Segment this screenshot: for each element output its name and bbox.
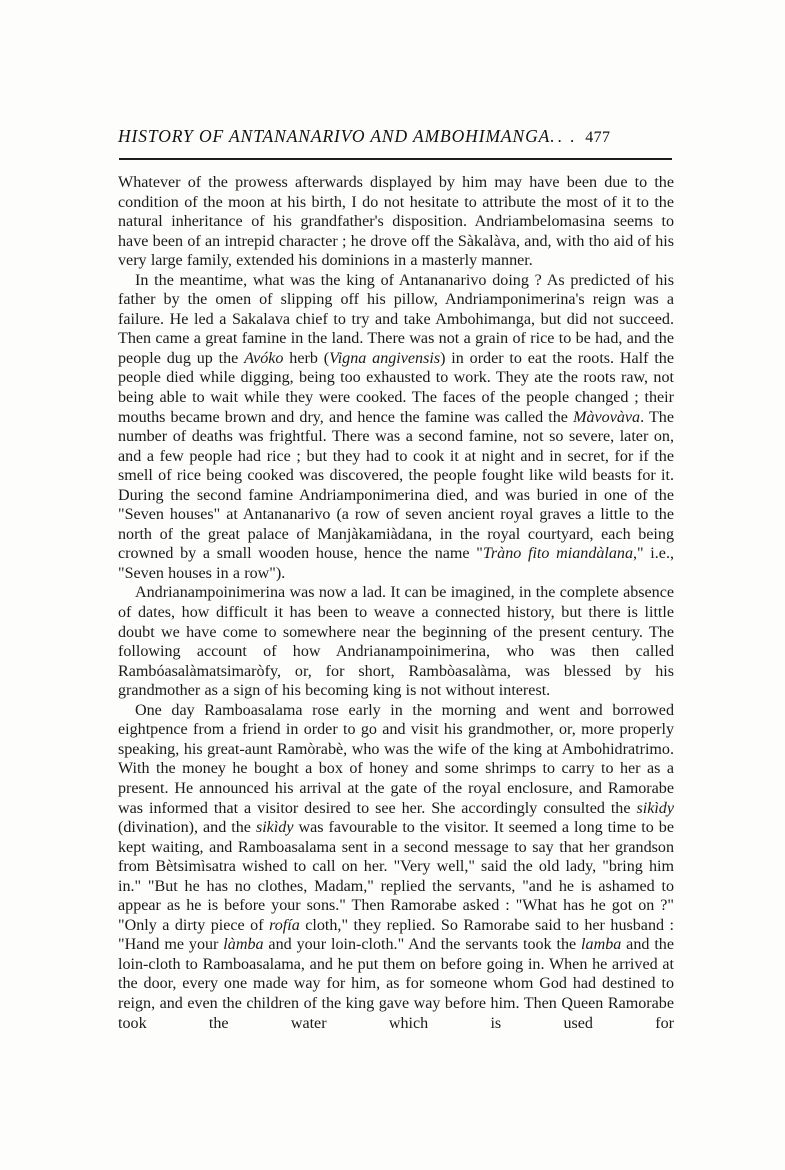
paragraph: One day Ramboasalama rose early in the morning and went and borrowed eightpence from a friend in order to go and visit his grandmother, or, more properly speaking, his great-aunt Ramòrabè, who was the wife of the king at Ambohidratrimo. With the money he bought a box of honey and some shrimps to carry to her as a present. He announced his arrival at the gate of the royal enclosure, and Ramorabe was informed that a visitor desired to see her. She accordingly consulted the sikìdy (divination), and the sikìdy was favourable to the visitor. It seemed a long time to be kept waiting, and Ramboasalama sent in a second message to say that her grandson from Bètsimìsatra wished to call on her. "Very well," said the old lady, "bring him in." "But he has no clothes, Madam," replied the servants, "and he is ashamed to appear as he is before your sons." Then Ramorabe asked : "What has he got on ?" "Only a dirty piece of rofía cloth," they replied. So Ramorabe said to her husband : "Hand me your làmba and your loin-cloth." And the servants took the lamba and the loin-cloth to Ramboasalama, and he put them on before going in. When he arrived at the door, every one made way for him, as for someone whom God had destined to reign, and even the children of the king gave way before him. Then Queen Ramorabe took the water which is used for xyxy=(118,701,675,1032)
header-rule xyxy=(119,158,672,160)
running-head-dots: . . xyxy=(557,127,577,146)
paragraph: Andrianampoinimerina was now a lad. It can be imagined, in the complete absence of dates, how difficult it has been to weave a connected history, but there is little doubt we have come to somewhere near the beginning of the present century. The following account of how Andrianampoinimerina, who was then called Rambóasalàmatsimaròfy, or, for short, Rambòasalàma, was blessed by his grandmother as a sign of his becoming king is not without interest. xyxy=(118,584,674,700)
paragraph: In the meantime, what was the king of Antananarivo doing ? As predicted of his father by the omen of slipping off his pillow, Andriamponimerina's reign was a failure. He led a Sakalava chief to try and take Ambohimanga, but did not succeed. Then came a great famine in the land. There was not a grain of rice to be had, and the people dug up the Avóko herb (Vigna angivensis) in order to eat the roots. Half the people died while digging, being too exhausted to work. They ate the roots raw, not being able to wait while they were cooked. The faces of the people changed ; their mouths became brown and dry, and hence the famine was called the Màvovàva. The number of deaths was frightful. There was a second famine, not so severe, later on, and a few people had rice ; but they had to cook it at night and in secret, for if the smell of rice being cooked was discovered, the people fought like wild beasts for it. During the second famine Andriamponimerina died, and was buried in one of the "Seven houses" at Antananarivo (a row of seven ancient royal graves a little to the north of the great palace of Manjàkamiàdana, in the royal courtyard, each being crowned by a small wooden house, hence the name "Tràno fito miandàlana," i.e., "Seven houses in a row"). xyxy=(118,271,674,582)
body-text-block xyxy=(118,173,674,1053)
page-number: 477 xyxy=(585,129,611,146)
running-head-title: HISTORY OF ANTANANARIVO AND AMBOHIMANGA. xyxy=(118,126,556,146)
running-head xyxy=(118,126,674,147)
paragraph: Whatever of the prowess afterwards displayed by him may have been due to the condition of the moon at his birth, I do not hesitate to attribute the most of it to the natural inheritance of his grandfather's disposition. Andriambelomasina seems to have been of an intrepid character ; he drove off the Sàkalàva, and, with tho aid of his very large family, extended his dominions in a masterly manner. xyxy=(118,174,674,270)
